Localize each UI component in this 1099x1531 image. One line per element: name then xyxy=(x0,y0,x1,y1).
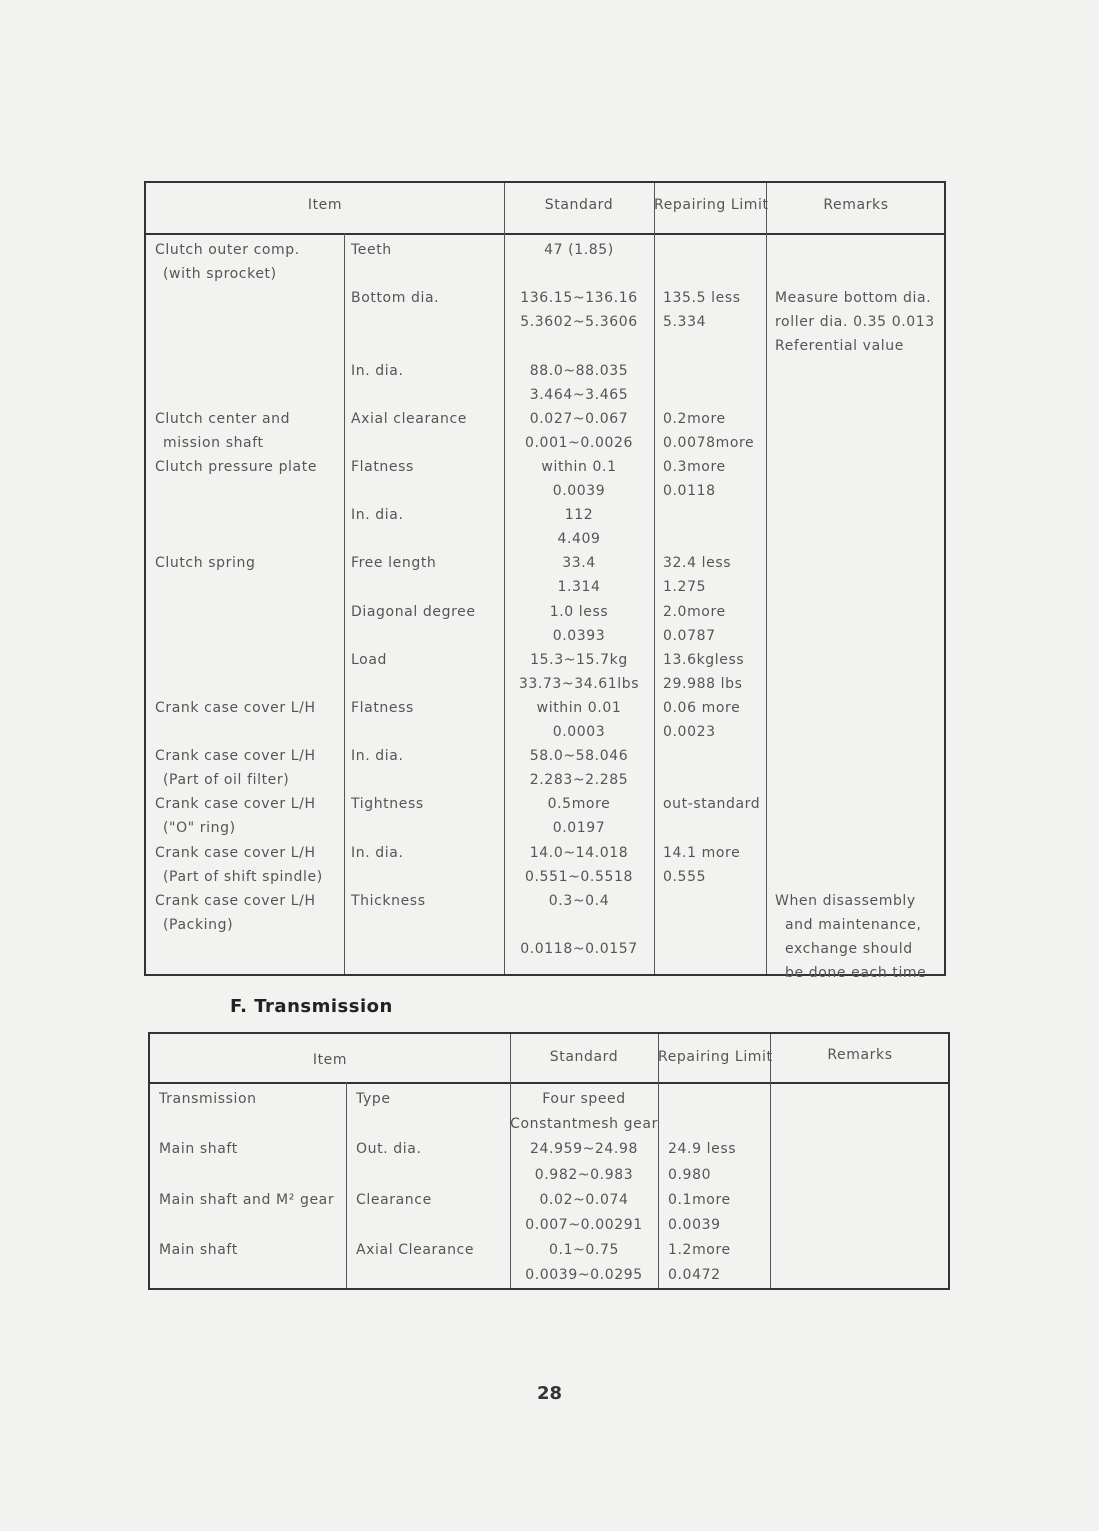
cell-item: Clutch pressure plate xyxy=(155,458,318,475)
cell-standard: 0.0039 xyxy=(552,483,606,499)
cell-subitem: Axial Clearance xyxy=(356,1242,475,1259)
cell-subitem: In. dia. xyxy=(351,844,404,861)
cell-remarks: Measure bottom dia. xyxy=(775,290,932,307)
header-standard: Standard xyxy=(544,197,614,213)
cell-subitem: Teeth xyxy=(351,242,392,258)
cell-subitem: Tightness xyxy=(351,796,424,813)
cell-remarks: roller dia. 0.35 0.013 xyxy=(775,314,935,331)
cell-limit: 0.0078more xyxy=(663,434,755,451)
cell-item: (Part of oil filter) xyxy=(163,772,290,789)
cell-item: Crank case cover L/H xyxy=(155,844,316,861)
page-number: 28 xyxy=(536,1383,563,1404)
cell-standard: within 0.01 xyxy=(536,699,622,716)
cell-limit: 24.9 less xyxy=(668,1141,737,1158)
cell-item: ("O" ring) xyxy=(163,820,236,837)
cell-subitem: Axial clearance xyxy=(351,410,467,427)
cell-standard: 47 (1.85) xyxy=(544,242,614,258)
cell-item: mission shaft xyxy=(163,434,264,451)
cell-standard: Four speed xyxy=(542,1091,626,1107)
header-standard: Standard xyxy=(549,1049,619,1065)
cell-standard: 0.0118~0.0157 xyxy=(520,940,638,957)
header-divider xyxy=(146,233,944,235)
cell-standard: 0.02~0.074 xyxy=(539,1191,629,1208)
col-divider-remarks xyxy=(766,183,767,974)
cell-standard: 0.551~0.5518 xyxy=(525,868,633,885)
cell-standard: 24.959~24.98 xyxy=(530,1141,638,1158)
cell-standard: 58.0~58.046 xyxy=(529,748,629,765)
cell-standard: 0.027~0.067 xyxy=(529,410,629,427)
cell-subitem: Flatness xyxy=(351,699,414,716)
cell-standard: 1.0 less xyxy=(549,603,609,620)
cell-item: Transmission xyxy=(159,1091,257,1107)
cell-subitem: Out. dia. xyxy=(356,1141,422,1158)
cell-remarks: be done each time xyxy=(785,965,927,981)
cell-limit: 0.0472 xyxy=(668,1267,721,1284)
cell-limit: 13.6kgless xyxy=(663,651,745,668)
cell-subitem: In. dia. xyxy=(351,748,404,765)
cell-standard: 136.15~136.16 xyxy=(520,290,638,307)
cell-subitem: Type xyxy=(356,1091,391,1107)
cell-standard: within 0.1 xyxy=(541,458,617,475)
cell-subitem: Clearance xyxy=(356,1191,432,1208)
cell-limit: 1.275 xyxy=(663,579,707,596)
cell-subitem: Thickness xyxy=(351,892,426,909)
spec-table-transmission xyxy=(148,1032,950,1290)
cell-subitem: Load xyxy=(351,651,387,668)
cell-limit: 0.980 xyxy=(668,1166,712,1183)
cell-item: Clutch spring xyxy=(155,555,256,572)
col-divider-sub xyxy=(346,1082,347,1288)
cell-limit: 0.1more xyxy=(668,1191,731,1208)
cell-standard: 0.5more xyxy=(547,796,611,813)
cell-item: Crank case cover L/H xyxy=(155,699,316,716)
header-repairing-limit: Repairing Limit xyxy=(658,1049,773,1065)
cell-subitem: Flatness xyxy=(351,458,414,475)
cell-item: Clutch center and xyxy=(155,410,291,427)
col-divider-sub xyxy=(344,233,345,974)
header-divider xyxy=(150,1082,948,1084)
spec-table-clutch xyxy=(144,181,946,981)
cell-standard: 4.409 xyxy=(557,531,601,548)
cell-limit: 0.2more xyxy=(663,410,726,427)
cell-item: (with sprocket) xyxy=(163,266,277,283)
cell-standard: 2.283~2.285 xyxy=(529,772,629,789)
cell-remarks: exchange should xyxy=(785,940,913,957)
section-title: F. Transmission xyxy=(230,996,393,1017)
cell-remarks: and maintenance, xyxy=(785,916,922,933)
cell-standard: 33.4 xyxy=(562,555,596,572)
cell-limit: 5.334 xyxy=(663,314,707,331)
cell-limit: 14.1 more xyxy=(663,844,741,861)
cell-standard: 0.001~0.0026 xyxy=(525,434,633,451)
col-divider-limit xyxy=(658,1034,659,1288)
cell-item: Main shaft and M² gear xyxy=(159,1191,335,1208)
cell-subitem: In. dia. xyxy=(351,362,404,379)
cell-standard: 112 xyxy=(564,507,594,524)
cell-item: Main shaft xyxy=(159,1141,238,1158)
cell-limit: 0.0023 xyxy=(663,724,716,740)
cell-standard: 0.1~0.75 xyxy=(549,1242,619,1259)
cell-limit: 0.06 more xyxy=(663,699,741,716)
cell-limit: 1.2more xyxy=(668,1242,731,1259)
cell-standard: 0.0039~0.0295 xyxy=(525,1267,643,1284)
cell-standard: 0.0003 xyxy=(552,724,606,740)
col-divider-remarks xyxy=(770,1034,771,1288)
cell-limit: 32.4 less xyxy=(663,555,732,572)
cell-limit: 135.5 less xyxy=(663,290,741,307)
cell-standard: 88.0~88.035 xyxy=(529,362,629,379)
cell-item: (Part of shift spindle) xyxy=(163,868,323,885)
col-divider-limit xyxy=(654,183,655,974)
cell-standard: 0.007~0.00291 xyxy=(525,1217,643,1233)
cell-standard: 0.0197 xyxy=(552,820,606,837)
cell-standard: 1.314 xyxy=(557,579,601,596)
cell-standard: 5.3602~5.3606 xyxy=(520,314,638,331)
cell-standard: 0.0393 xyxy=(552,627,606,644)
cell-remarks: Referential value xyxy=(775,338,904,355)
cell-limit: 0.3more xyxy=(663,458,726,475)
cell-item: Main shaft xyxy=(159,1242,238,1259)
cell-standard: 15.3~15.7kg xyxy=(530,651,628,668)
cell-limit: 0.0039 xyxy=(668,1217,721,1233)
cell-remarks: When disassembly xyxy=(775,892,916,909)
header-item: Item xyxy=(312,1052,348,1068)
cell-subitem: In. dia. xyxy=(351,507,404,524)
header-repairing-limit: Repairing Limit xyxy=(654,197,769,213)
header-item: Item xyxy=(307,197,343,213)
cell-limit: out-standard xyxy=(663,796,761,813)
cell-subitem: Diagonal degree xyxy=(351,603,476,620)
header-remarks: Remarks xyxy=(823,197,889,213)
cell-item: (Packing) xyxy=(163,916,234,933)
cell-limit: 2.0more xyxy=(663,603,726,620)
cell-subitem: Bottom dia. xyxy=(351,290,440,307)
cell-item: Crank case cover L/H xyxy=(155,892,316,909)
cell-item: Crank case cover L/H xyxy=(155,796,316,813)
cell-limit: 0.555 xyxy=(663,868,707,885)
cell-standard: 3.464~3.465 xyxy=(529,386,629,403)
cell-standard: 14.0~14.018 xyxy=(529,844,629,861)
cell-item: Crank case cover L/H xyxy=(155,748,316,765)
cell-standard: 33.73~34.61lbs xyxy=(518,675,640,692)
header-remarks: Remarks xyxy=(827,1047,893,1063)
cell-standard: 0.3~0.4 xyxy=(548,892,610,909)
cell-standard: Constantmesh gear xyxy=(510,1116,658,1133)
cell-limit: 29.988 lbs xyxy=(663,675,743,692)
cell-subitem: Free length xyxy=(351,555,437,572)
cell-limit: 0.0118 xyxy=(663,483,716,499)
cell-limit: 0.0787 xyxy=(663,627,716,644)
cell-item: Clutch outer comp. xyxy=(155,242,300,258)
cell-standard: 0.982~0.983 xyxy=(534,1166,634,1183)
